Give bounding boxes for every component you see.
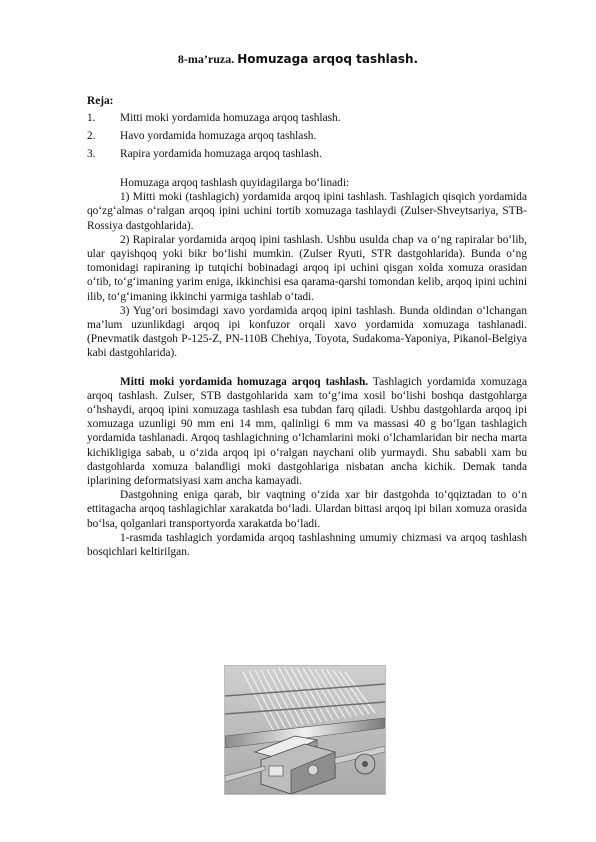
intro-paragraph: Homuzaga arqoq tashlash quyidagilarga bo‘linadi: <box>120 177 350 189</box>
plan-item-number: 1. <box>87 112 96 124</box>
loom-illustration-icon <box>225 666 385 794</box>
plan-item <box>87 109 527 127</box>
plan-item <box>87 145 527 163</box>
plan-item <box>87 127 527 145</box>
paragraph-method-1: 1) Mitti moki (tashlagich) yordamida arqoq ipini tashlash. Tashlagich qisqich yordamida qo‘zg‘almas o‘ralgan arqoq ipini uchini tortib xomuzaga tashlaydi (Zulser-Shveytsariya, STB-Rossiya dastgohlarida). <box>87 191 527 232</box>
section-paragraph <box>87 375 527 489</box>
document-body <box>87 176 527 559</box>
paragraph-method-2: 2) Rapiralar yordamida arqoq ipini tashlash. Ushbu usulda chap va o‘ng rapiralar bo‘lib, ular qayishqoq yoki bikr bo‘lishi mumkin. (Zulser Ryuti, STR dastgohlarida). Bunda o‘ng tomonidagi rapiraning ip tutqichi bobinadagi arqoq ipi uchini qisgan xolda xomuza orasidan o‘tib, to‘g‘imaning yarim eniga, ikkinchisi esa qarama-qarshi tomondan kelib, arqoq ipini uchini ilib, to‘g‘imaning ikkinchi yarmiga tashlab o‘tadi. <box>87 233 527 303</box>
lecture-topic: Homuzaga arqoq tashlash. <box>237 52 419 66</box>
plan-item-text: Havo yordamida homuzaga arqoq tashlash. <box>120 130 317 142</box>
loom-mechanism-figure <box>224 665 386 795</box>
paragraph-method-3: 3) Yug’ori bosimdagi xavo yordamida arqoq ipini tashlash. Bunda oldindan o‘lchangan ma’lum uzunlikdagi arqoq ipi konfuzor orqali xavo yordamida xomuzaga tashlanadi. (Pnevmatik dastgoh P-125-Z, PN-110B Chehiya, Toyota, Sudakoma-Yaponiya, Pikanol-Belgiya kabi dastgohlarida). <box>87 304 527 360</box>
section-text: Tashlagich yordamida xomuzaga arqoq tashlash. Zulser, STB dastgohlarida xam to‘g’ima xosil bo‘lishi boshqa dastgohlarga o‘hshaydi, arqoq ipini xomuzaga tashlash esa tubdan farq qiladi. Ushbu dastgohlarda arqoq ipi xomuzaga uzunligi 90 mm eni 14 mm, qalinligi 6 mm va massasi 40 g bo‘lgan tashlagich yordamida tashlanadi. Arqoq tashlagichning o‘lchamlarini moki o‘lchamlaridan bir necha marta kichikligiga sabab, u o‘zida arqoq ipi o‘ralgan naychani olib yurmaydi. Shu sababli xam bu dastgohlarda xomuza balandligi moki dastgohlariga nisbatan ancha kichik. Demak tanda iplarining deformatsiyasi xam ancha kamayadi. <box>87 375 528 488</box>
plan-heading: Reja: <box>87 95 114 107</box>
paragraph-machine-width: Dastgohning eniga qarab, bir vaqtning o‘zida xar bir dastgohda to‘qqiztadan to o‘n ettitagacha arqoq tashlagichlar xarakatda bo‘ladi. Ulardan bittasi arqoq ipi bilan xomuza orasida bo‘lsa, qolganlari transportyorda xarakatda bo‘ladi. <box>87 489 527 530</box>
plan-item-number: 3. <box>87 148 96 160</box>
lecture-number: 8-ma’ruza. <box>177 52 235 66</box>
lecture-title <box>0 52 596 67</box>
plan-list <box>87 109 527 163</box>
plan-item-text: Rapira yordamida homuzaga arqoq tashlash. <box>120 148 322 160</box>
figure-reference-paragraph: 1-rasmda tashlagich yordamida arqoq tashlashning umumiy chizmasi va arqoq tashlash bosqichlari keltirilgan. <box>87 531 527 559</box>
plan-item-number: 2. <box>87 130 96 142</box>
section-heading: Mitti moki yordamida homuzaga arqoq tashlash. <box>120 375 369 388</box>
plan-item-text: Mitti moki yordamida homuzaga arqoq tashlash. <box>120 112 341 124</box>
